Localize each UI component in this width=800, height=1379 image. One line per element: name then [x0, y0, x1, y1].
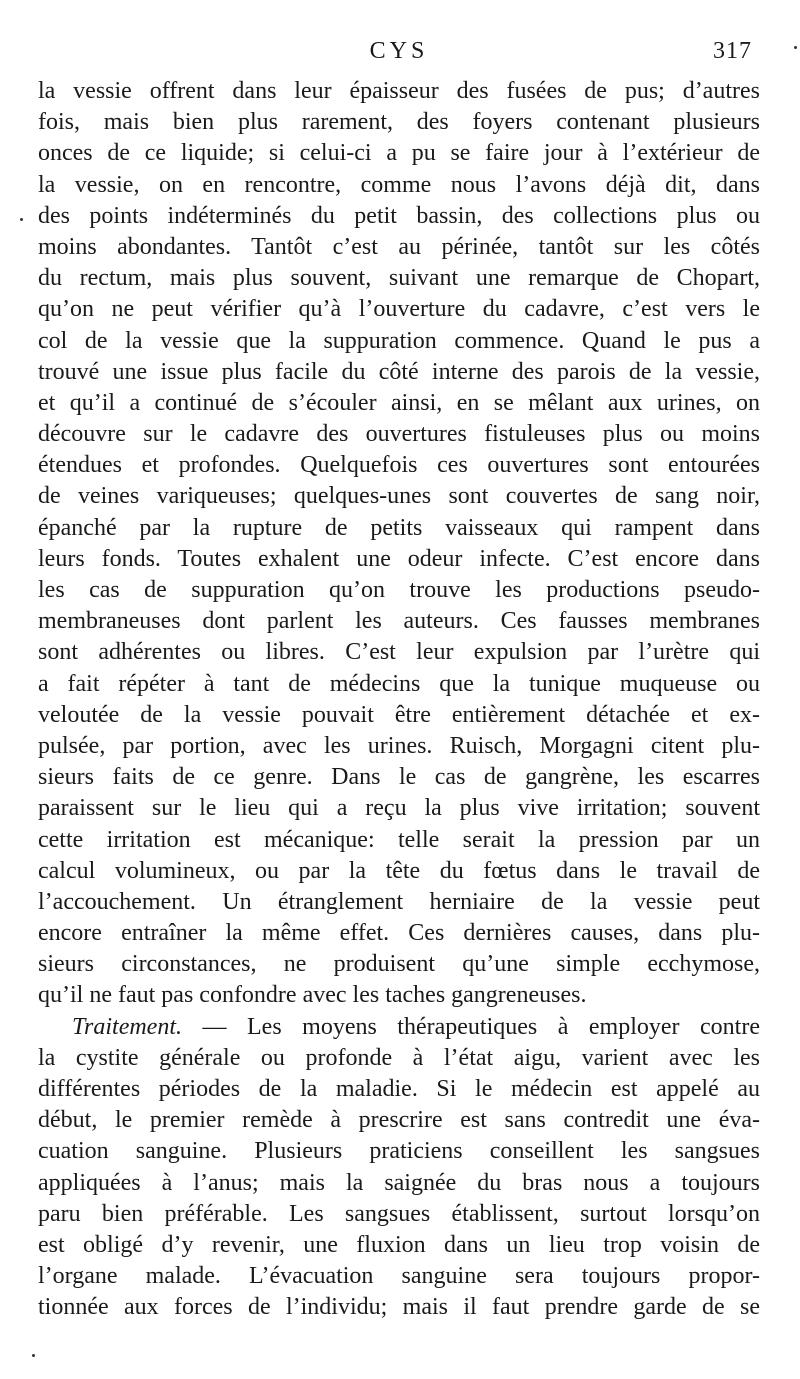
text-line: la vessie, on en rencontre, comme nous l’avons déjà dit, dans: [38, 171, 760, 198]
text-line: de veines variqueuses; quelques-unes sont couvertes de sang noir,: [38, 483, 760, 510]
text-line: veloutée de la vessie pouvait être entièrement détachée et ex-: [38, 701, 760, 728]
text-line: qu’on ne peut vérifier qu’à l’ouverture du cadavre, c’est vers le: [38, 296, 760, 323]
text-line: étendues et profondes. Quelquefois ces ouvertures sont entourées: [38, 452, 760, 479]
paragraph-2-first-line: [38, 1012, 760, 1043]
text-line: paraissent sur le lieu qui a reçu la plus vive irritation; souvent: [38, 795, 760, 822]
text-line: pulsée, par portion, avec les urines. Ruisch, Morgagni citent plu-: [38, 732, 760, 759]
paragraph-2-first-line-rest: — Les moyens thérapeutiques à employer contre: [182, 1013, 760, 1040]
body-text: [38, 76, 760, 1324]
text-line: calcul volumineux, ou par la tête du fœtus dans le travail de: [38, 857, 760, 884]
text-line: sieurs circonstances, ne produisent qu’une simple ecchymose,: [38, 951, 760, 978]
text-line: moins abondantes. Tantôt c’est au périnée, tantôt sur les côtés: [38, 233, 760, 260]
text-line: et qu’il a continué de s’écouler ainsi, en se mêlant aux urines, on: [38, 389, 760, 416]
text-line: paru bien préférable. Les sangsues établissent, surtout lorsqu’on: [38, 1200, 760, 1227]
text-line: l’organe malade. L’évacuation sanguine sera toujours propor-: [38, 1263, 760, 1290]
text-line: la cystite générale ou profonde à l’état aigu, varient avec les: [38, 1044, 760, 1071]
running-head-title: CYS: [369, 38, 429, 64]
text-line: découvre sur le cadavre des ouvertures fistuleuses plus ou moins: [38, 421, 760, 448]
text-line: différentes périodes de la maladie. Si le médecin est appelé au: [38, 1076, 760, 1102]
paragraph-2-traitement: [38, 1012, 760, 1324]
text-line: les cas de suppuration qu’on trouve les productions pseudo-: [38, 577, 760, 603]
text-line: du rectum, mais plus souvent, suivant une remarque de Chopart,: [38, 265, 760, 292]
text-line: appliquées à l’anus; mais la saignée du bras nous a toujours: [38, 1169, 760, 1196]
text-line: membraneuses dont parlent les auteurs. Ces fausses membranes: [38, 608, 760, 635]
margin-speck: [794, 46, 797, 49]
margin-speck: [32, 1354, 35, 1357]
text-line: début, le premier remède à prescrire est sans contredit une éva-: [38, 1107, 760, 1134]
running-head: [38, 38, 760, 78]
text-line: l’accouchement. Un étranglement herniaire de la vessie peut: [38, 888, 760, 915]
section-heading-traitement: Traitement.: [72, 1013, 183, 1040]
text-line: la vessie offrent dans leur épaisseur des fusées de pus; d’autres: [38, 78, 760, 104]
text-line: trouvé une issue plus facile du côté interne des parois de la vessie,: [38, 358, 760, 385]
text-line: col de la vessie que la suppuration commence. Quand le pus a: [38, 327, 760, 354]
text-line: fois, mais bien plus rarement, des foyers contenant plusieurs: [38, 109, 760, 136]
paragraph-1: [38, 76, 760, 1012]
text-line: est obligé d’y revenir, une fluxion dans un lieu trop voisin de: [38, 1231, 760, 1258]
text-line: des points indéterminés du petit bassin, des collections plus ou: [38, 202, 760, 229]
text-line: leurs fonds. Toutes exhalent une odeur infecte. C’est encore dans: [38, 545, 760, 572]
text-line: qu’il ne faut pas confondre avec les taches gangreneuses.: [38, 982, 587, 1009]
page-number: 317: [713, 38, 752, 64]
text-line: épanché par la rupture de petits vaisseaux qui rampent dans: [38, 514, 760, 541]
text-line: cette irritation est mécanique: telle serait la pression par un: [38, 826, 760, 853]
text-line: tionnée aux forces de l’individu; mais il faut prendre garde de se: [38, 1294, 760, 1321]
text-line: a fait répéter à tant de médecins que la tunique muqueuse ou: [38, 670, 760, 697]
text-line: sieurs faits de ce genre. Dans le cas de gangrène, les escarres: [38, 764, 760, 791]
text-line: encore entraîner la même effet. Ces dernières causes, dans plu-: [38, 920, 760, 947]
text-line: onces de ce liquide; si celui-ci a pu se faire jour à l’extérieur de: [38, 140, 760, 167]
margin-speck: [20, 218, 23, 221]
text-line: sont adhérentes ou libres. C’est leur expulsion par l’urètre qui: [38, 639, 760, 666]
text-line: cuation sanguine. Plusieurs praticiens conseillent les sangsues: [38, 1138, 760, 1165]
